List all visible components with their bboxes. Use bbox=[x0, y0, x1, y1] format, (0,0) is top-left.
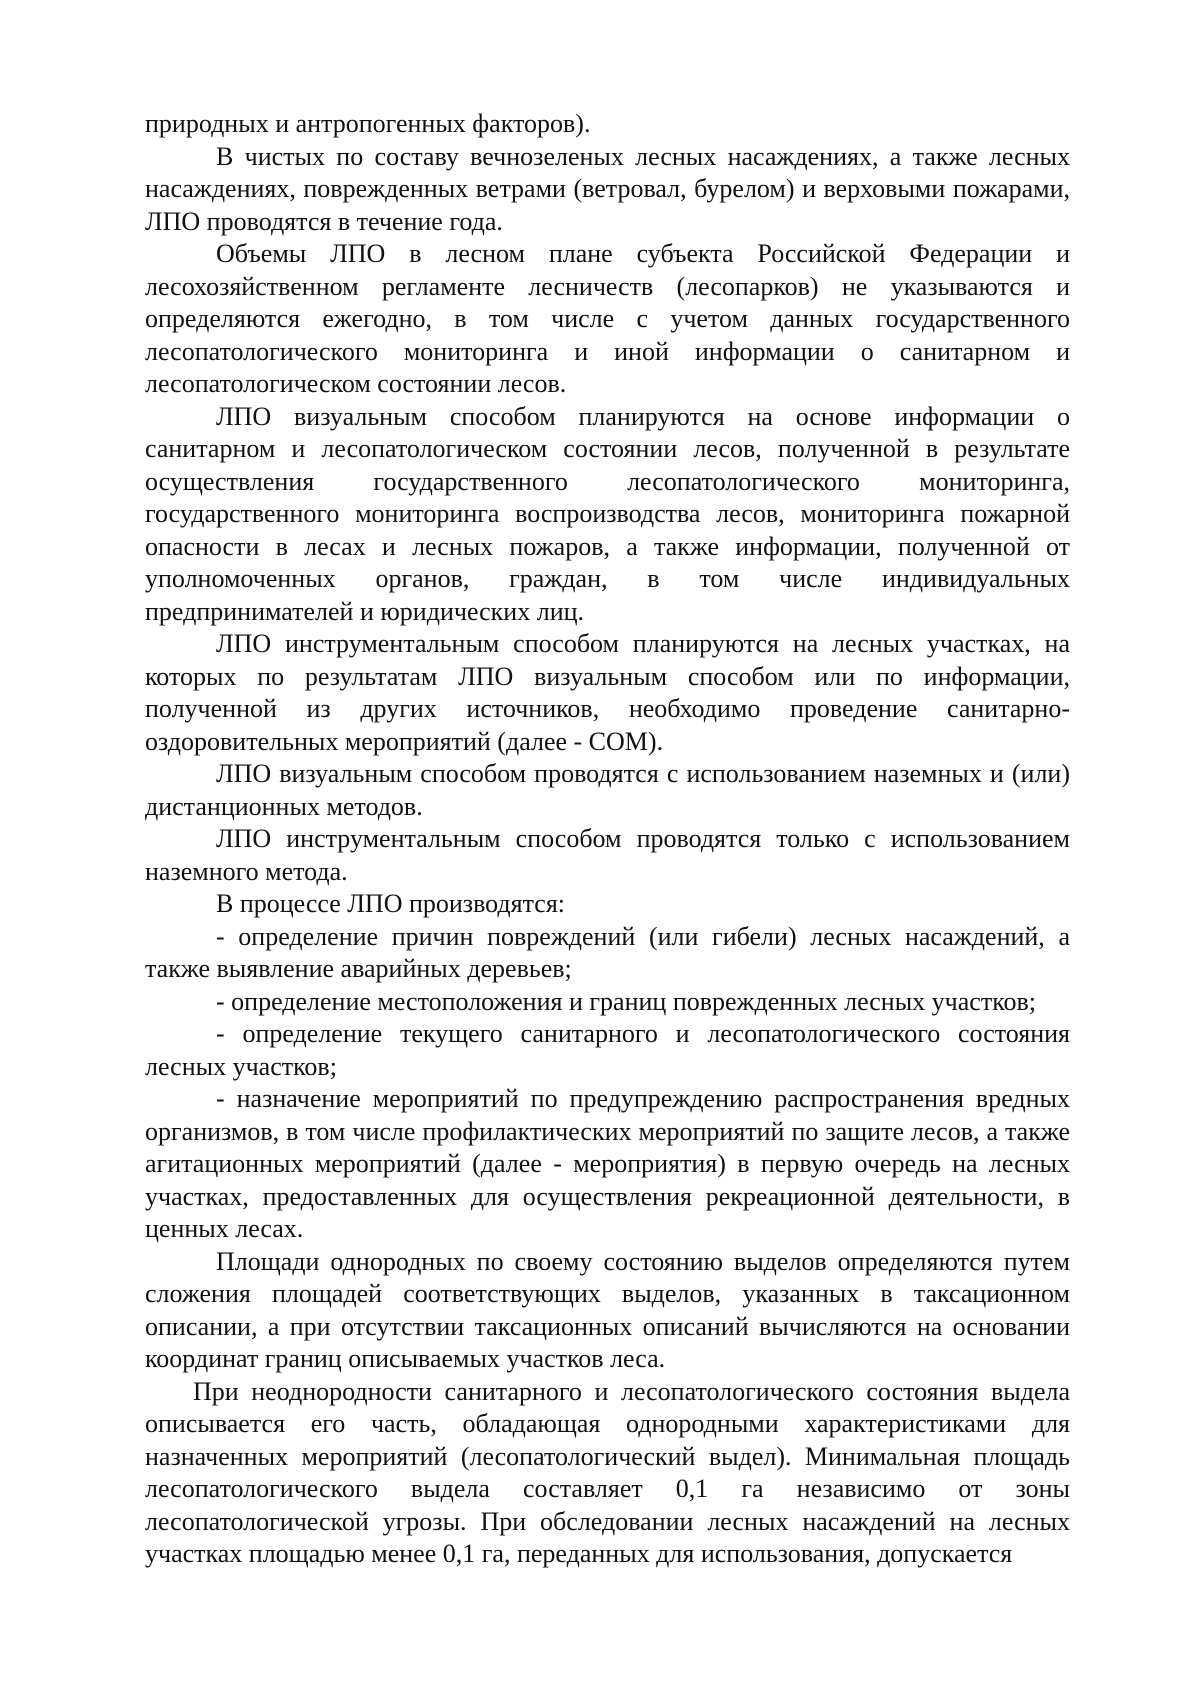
paragraph-5: ЛПО инструментальным способом планируются на лесных участках, на которых по результатам ЛПО визуальным способом или по информации, полученной из других источников, необходимо проведение санитарно-оздоровительных мероприятий (далее - СОМ). bbox=[145, 629, 1070, 756]
paragraph-1: природных и антропогенных факторов). bbox=[145, 109, 591, 138]
paragraph-9: Площади однородных по своему состоянию выделов определяются путем сложения площадей соответствующих выделов, указанных в таксационном описании, а при отсутствии таксационных описаний вычисляются на основании координат границ описываемых участков леса. bbox=[145, 1246, 1070, 1373]
list-item-3: - определение текущего санитарного и лесопатологического состояния лесных участков; bbox=[145, 1019, 1070, 1081]
paragraph-6: ЛПО визуальным способом проводятся с использованием наземных и (или) дистанционных методов. bbox=[145, 759, 1070, 821]
list-item-1: - определение причин повреждений (или гибели) лесных насаждений, а также выявление аварийных деревьев; bbox=[145, 921, 1070, 983]
list-item-2: - определение местоположения и границ поврежденных лесных участков; bbox=[216, 986, 1037, 1016]
paragraph-4: ЛПО визуальным способом планируются на основе информации о санитарном и лесопатологическом состоянии лесов, полученной в результате осуществления государственного лесопатологического мониторинга, государственного мониторинга воспроизводства лесов, мониторинга пожарной опасности в лесах и лесных пожаров, а также информации, полученной от уполномоченных органов, граждан, в том числе индивидуальных предпринимателей и юридических лиц. bbox=[145, 401, 1070, 626]
paragraph-7: ЛПО инструментальным способом проводятся только с использованием наземного метода. bbox=[145, 824, 1070, 886]
paragraph-2: В чистых по составу вечнозеленых лесных насаждениях, а также лесных насаждениях, поврежденных ветрами (ветровал, бурелом) и верховыми пожарами, ЛПО проводятся в течение года. bbox=[145, 141, 1070, 236]
list-item-4: - назначение мероприятий по предупреждению распространения вредных организмов, в том числе профилактических мероприятий по защите лесов, а также агитационных мероприятий (далее - мероприятия) в первую очередь на лесных участках, предоставленных для осуществления рекреационной деятельности, в ценных лесах. bbox=[145, 1084, 1070, 1243]
paragraph-10: При неоднородности санитарного и лесопатологического состояния выдела описывается его часть, обладающая однородными характеристиками для назначенных мероприятий (лесопатологический выдел). Минимальная площадь лесопатологического выдела составляет 0,1 га независимо от зоны лесопатологической угрозы. При обследовании лесных насаждений на лесных участках площадью менее 0,1 га, переданных для использования, допускается bbox=[145, 1376, 1070, 1568]
document-page bbox=[145, 108, 1070, 1571]
paragraph-8: В процессе ЛПО производятся: bbox=[216, 889, 566, 918]
paragraph-3: Объемы ЛПО в лесном плане субъекта Российской Федерации и лесохозяйственном регламенте лесничеств (лесопарков) не указываются и определяются ежегодно, в том числе с учетом данных государственного лесопатологического мониторинга и иной информации о санитарном и лесопатологическом состоянии лесов. bbox=[145, 239, 1070, 398]
